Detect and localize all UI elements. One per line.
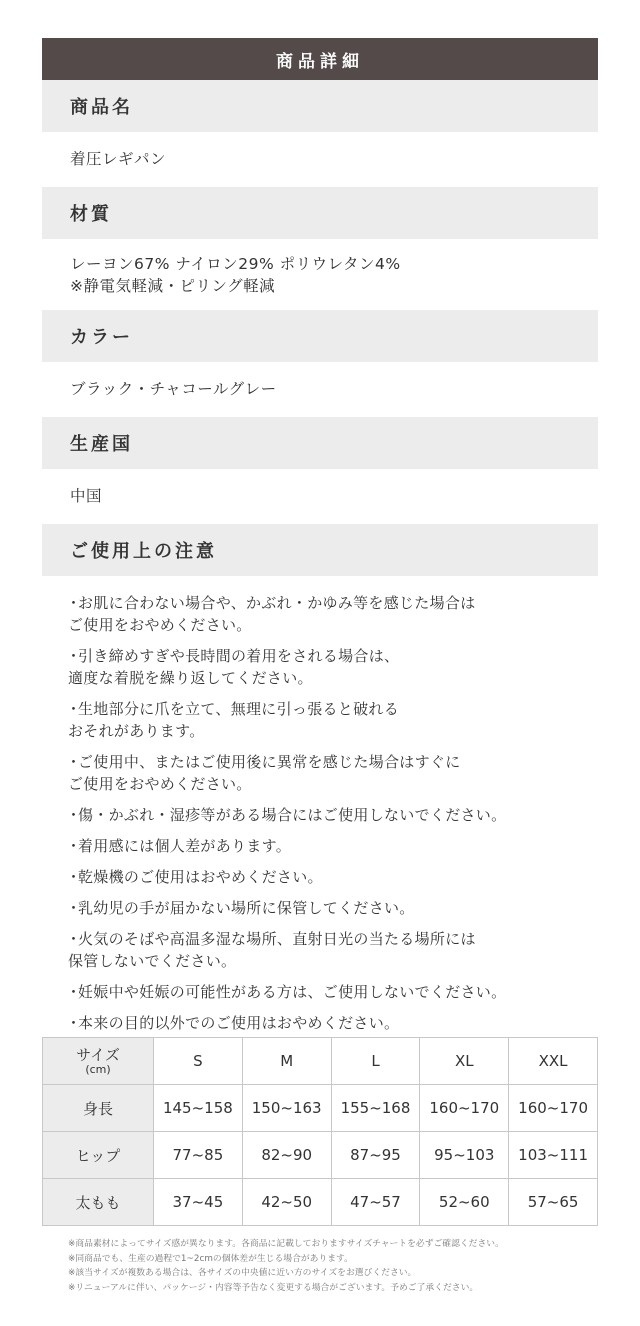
list-item: ・ お肌に合わない場合や、かぶれ・かゆみ等を感じた場合は ご使用をおやめください。 <box>68 592 598 636</box>
table-cell: 47~57 <box>331 1179 420 1226</box>
section-body-product-name <box>70 148 590 170</box>
size-unit: (cm) <box>85 1062 111 1076</box>
list-item: ・ 本来の目的以外でのご使用はおやめください。 <box>68 1012 598 1034</box>
size-label: サイズ <box>76 1045 120 1064</box>
table-cell: 155~168 <box>331 1085 420 1132</box>
list-item: ・ 引き締めすぎや長時間の着用をされる場合は、 適度な着脱を繰り返してください。 <box>68 645 598 689</box>
list-item: ・ 生地部分に爪を立て、無理に引っ張ると破れる おそれがあります。 <box>68 698 598 742</box>
table-cell: 160~170 <box>420 1085 509 1132</box>
list-item: ・ 傷・かぶれ・湿疹等がある場合にはご使用しないでください。 <box>68 804 598 826</box>
footnotes <box>68 1237 598 1295</box>
list-item: ・ ご使用中、またはご使用後に異常を感じた場合はすぐに ご使用をおやめください。 <box>68 751 598 795</box>
section-heading-color: カラー <box>42 310 598 362</box>
list-item: ・ 妊娠中や妊娠の可能性がある方は、ご使用しないでください。 <box>68 981 598 1003</box>
size-column-header: XL <box>420 1038 509 1085</box>
table-cell: 52~60 <box>420 1179 509 1226</box>
row-header-height: 身長 <box>43 1085 154 1132</box>
section-heading-country: 生産国 <box>42 417 598 469</box>
section-heading-usage-notes: ご使用上の注意 <box>42 524 598 576</box>
table-cell: 77~85 <box>154 1132 243 1179</box>
usage-notes-list <box>68 592 598 1043</box>
section-body-color <box>70 378 590 400</box>
size-column-header: M <box>242 1038 331 1085</box>
table-cell: 150~163 <box>242 1085 331 1132</box>
table-cell: 95~103 <box>420 1132 509 1179</box>
list-item: ・ 乳幼児の手が届かない場所に保管してください。 <box>68 897 598 919</box>
size-column-header: S <box>154 1038 243 1085</box>
row-header-hip: ヒップ <box>43 1132 154 1179</box>
table-cell: 145~158 <box>154 1085 243 1132</box>
footnote: ※商品素材によってサイズ感が異なります。各商品に記載しておりますサイズチャートを必ずご確認ください。 <box>68 1239 504 1249</box>
section-body-country <box>70 485 590 507</box>
row-header-thigh: 太もも <box>43 1179 154 1226</box>
size-table-header-row <box>43 1038 598 1085</box>
size-table-corner <box>43 1038 154 1085</box>
table-cell: 37~45 <box>154 1179 243 1226</box>
section-heading-material: 材質 <box>42 187 598 239</box>
size-column-header: L <box>331 1038 420 1085</box>
size-table <box>42 1037 598 1226</box>
footnote: ※リニューアルに伴い、パッケージ・内容等予告なく変更する場合がございます。予めご了承ください。 <box>68 1282 479 1293</box>
table-cell: 160~170 <box>509 1085 598 1132</box>
list-item: ・ 着用感には個人差があります。 <box>68 835 598 857</box>
table-row <box>43 1085 598 1132</box>
table-row <box>43 1132 598 1179</box>
table-row <box>43 1179 598 1226</box>
product-name-value: 着圧レギパン <box>70 150 167 168</box>
material-composition: レーヨン67% ナイロン29% ポリウレタン4% <box>70 255 401 273</box>
country-value: 中国 <box>70 487 103 505</box>
table-cell: 87~95 <box>331 1132 420 1179</box>
list-item: ・ 乾燥機のご使用はおやめください。 <box>68 866 598 888</box>
section-heading-product-name: 商品名 <box>42 80 598 132</box>
table-cell: 42~50 <box>242 1179 331 1226</box>
footnote: ※該当サイズが複数ある場合は、各サイズの中央値に近い方のサイズをお選びください。 <box>68 1268 417 1278</box>
table-cell: 82~90 <box>242 1132 331 1179</box>
size-column-header: XXL <box>509 1038 598 1085</box>
list-item: ・ 火気のそばや高温多湿な場所、直射日光の当たる場所には 保管しないでください。 <box>68 928 598 972</box>
section-body-material <box>70 253 590 297</box>
page-title: 商品詳細 <box>42 38 598 80</box>
color-value: ブラック・チャコールグレー <box>70 380 277 398</box>
table-cell: 57~65 <box>509 1179 598 1226</box>
table-cell: 103~111 <box>509 1132 598 1179</box>
footnote: ※同商品でも、生産の過程で1~2cmの個体差が生じる場合があります。 <box>68 1253 353 1264</box>
material-note: ※静電気軽減・ピリング軽減 <box>70 277 276 295</box>
